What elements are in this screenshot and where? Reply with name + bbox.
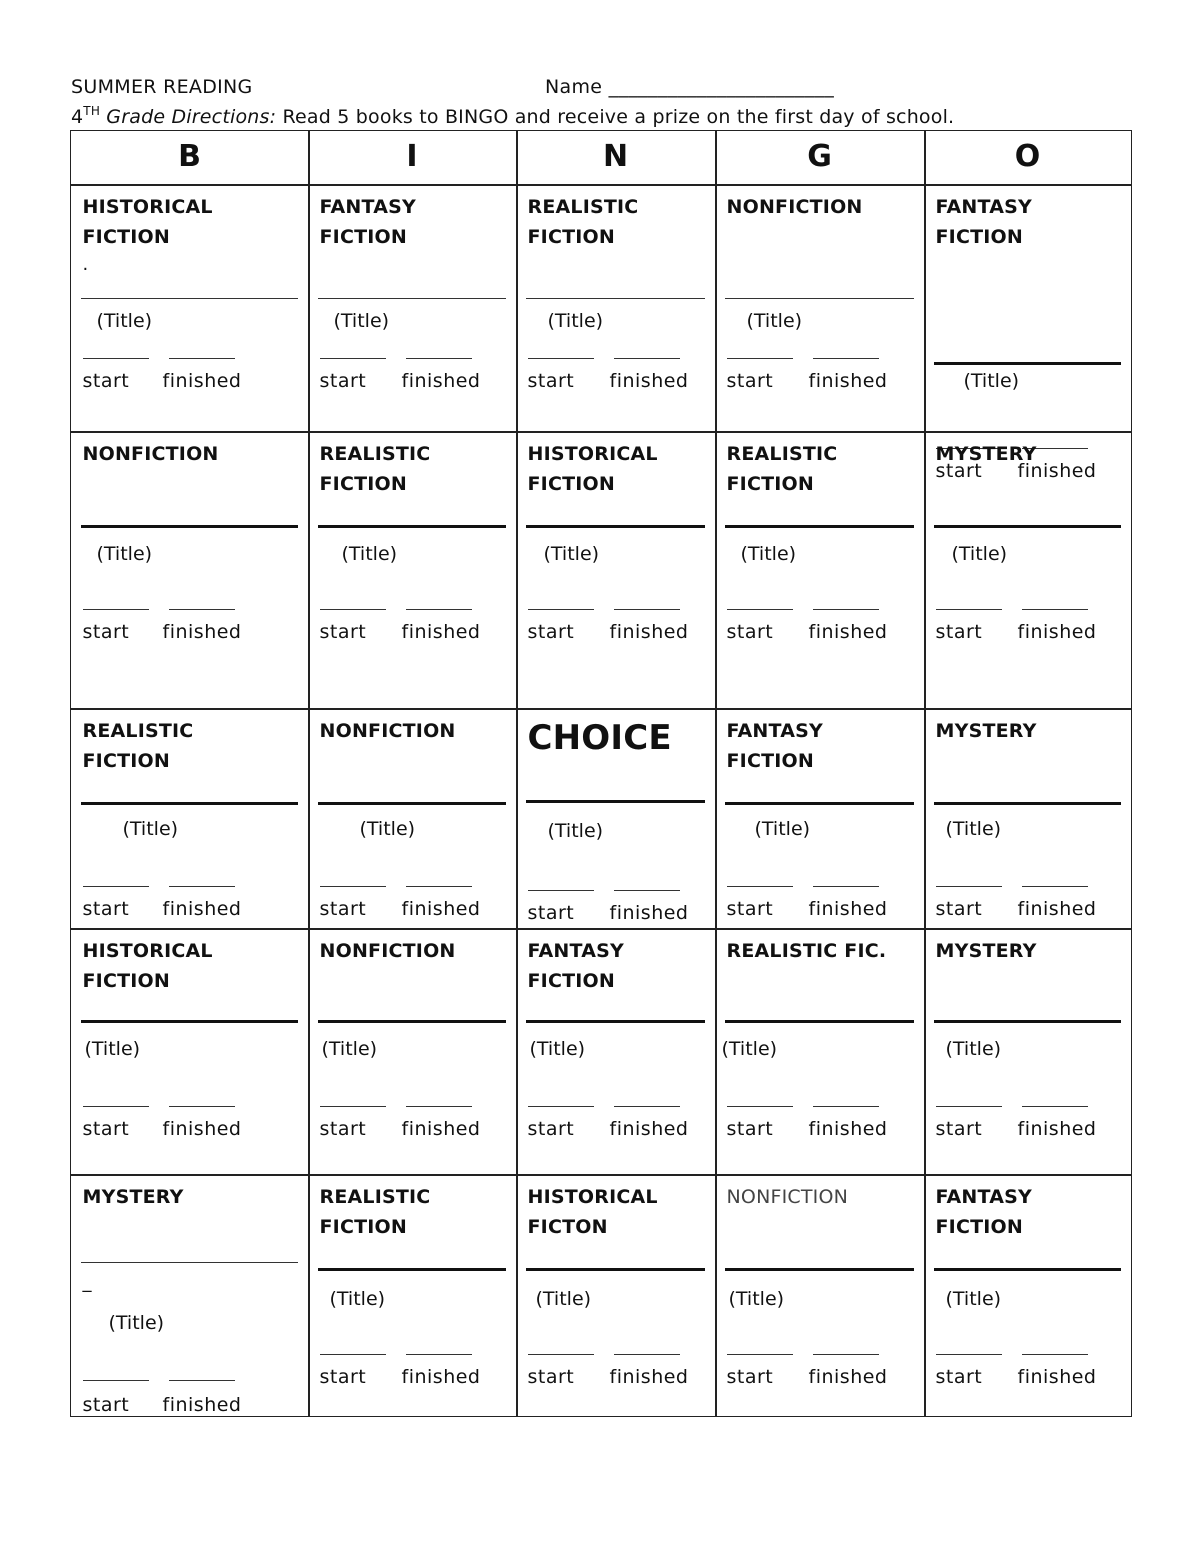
start-date-blank[interactable] bbox=[320, 886, 386, 887]
bingo-grid bbox=[70, 130, 1132, 1417]
genre-label: NONFICTION bbox=[726, 195, 863, 218]
title-blank-line[interactable] bbox=[318, 298, 507, 299]
finished-label: finished bbox=[162, 897, 242, 920]
finished-date-blank[interactable] bbox=[813, 358, 879, 359]
title-label: (Title) bbox=[951, 542, 1008, 565]
bingo-cell-b-2 bbox=[73, 433, 309, 709]
start-date-blank[interactable] bbox=[83, 1380, 149, 1381]
bingo-cell-g-2 bbox=[717, 433, 925, 709]
title-label: (Title) bbox=[96, 542, 153, 565]
genre-label: REALISTIC FICTION bbox=[527, 195, 639, 248]
finished-label: finished bbox=[401, 1117, 481, 1140]
title-label: (Title) bbox=[547, 819, 604, 842]
title-label: (Title) bbox=[122, 817, 179, 840]
finished-label: finished bbox=[1017, 459, 1097, 482]
start-label: start bbox=[82, 897, 130, 920]
title-label: (Title) bbox=[529, 1037, 586, 1060]
start-date-blank[interactable] bbox=[528, 358, 594, 359]
start-date-blank[interactable] bbox=[528, 890, 594, 891]
genre-label: FANTASY FICTION bbox=[726, 719, 823, 772]
genre-label: REALISTIC FICTION bbox=[319, 442, 431, 495]
bingo-cell-g-1 bbox=[717, 186, 925, 432]
genre-label: MYSTERY bbox=[935, 939, 1037, 962]
grade-suffix: TH bbox=[83, 104, 101, 118]
title-label: (Title) bbox=[359, 817, 416, 840]
start-date-blank[interactable] bbox=[936, 886, 1002, 887]
title-blank-line[interactable] bbox=[81, 802, 299, 805]
finished-label: finished bbox=[808, 1117, 888, 1140]
start-date-blank[interactable] bbox=[528, 609, 594, 610]
start-date-blank[interactable] bbox=[320, 1106, 386, 1107]
start-date-blank[interactable] bbox=[727, 1106, 793, 1107]
start-label: start bbox=[527, 1117, 575, 1140]
genre-label: FANTASY FICTION bbox=[935, 1185, 1032, 1238]
start-date-blank[interactable] bbox=[320, 1354, 386, 1355]
start-label: start bbox=[726, 1365, 774, 1388]
genre-label: FANTASY FICTION bbox=[935, 195, 1032, 248]
finished-date-blank[interactable] bbox=[169, 1106, 235, 1107]
bingo-cell-i-3 bbox=[310, 710, 517, 929]
title-label: (Title) bbox=[963, 369, 1020, 392]
title-label: (Title) bbox=[728, 1287, 785, 1310]
finished-label: finished bbox=[1017, 1365, 1097, 1388]
start-label: start bbox=[935, 897, 983, 920]
finished-date-blank[interactable] bbox=[169, 609, 235, 610]
title-blank-line[interactable] bbox=[526, 1268, 706, 1271]
start-date-blank[interactable] bbox=[83, 609, 149, 610]
start-label: start bbox=[82, 1117, 130, 1140]
directions-text: Read 5 books to BINGO and receive a prize on the first day of school. bbox=[276, 106, 955, 128]
bingo-cell-i-2 bbox=[310, 433, 517, 709]
start-label: start bbox=[82, 1393, 130, 1416]
genre-label: NONFICTION bbox=[319, 939, 456, 962]
finished-label: finished bbox=[609, 1365, 689, 1388]
column-letter-n: N bbox=[602, 139, 629, 174]
directions bbox=[71, 104, 954, 128]
start-label: start bbox=[935, 620, 983, 643]
title-blank-line[interactable] bbox=[318, 1020, 507, 1023]
finished-label: finished bbox=[1017, 620, 1097, 643]
start-date-blank[interactable] bbox=[727, 886, 793, 887]
start-label: start bbox=[319, 369, 367, 392]
title-blank-line[interactable] bbox=[81, 298, 299, 299]
start-date-blank[interactable] bbox=[727, 1354, 793, 1355]
stray-dash: _ bbox=[82, 1271, 92, 1293]
finished-date-blank[interactable] bbox=[169, 1380, 235, 1381]
finished-date-blank[interactable] bbox=[1022, 1354, 1088, 1355]
grade-number: 4 bbox=[71, 106, 84, 128]
bingo-cell-g-5 bbox=[717, 1176, 925, 1417]
start-label: start bbox=[527, 1365, 575, 1388]
finished-date-blank[interactable] bbox=[406, 1354, 472, 1355]
genre-label: NONFICTION bbox=[82, 442, 219, 465]
genre-label: FANTASY FICTION bbox=[319, 195, 416, 248]
finished-label: finished bbox=[401, 620, 481, 643]
finished-label: finished bbox=[1017, 897, 1097, 920]
title-blank-line[interactable] bbox=[725, 298, 915, 299]
title-blank-line[interactable] bbox=[526, 800, 706, 803]
start-date-blank[interactable] bbox=[528, 1354, 594, 1355]
bingo-cell-b-5 bbox=[73, 1176, 309, 1417]
title-label: (Title) bbox=[543, 542, 600, 565]
start-date-blank[interactable] bbox=[320, 358, 386, 359]
directions-label: Grade Directions: bbox=[100, 106, 277, 128]
finished-date-blank[interactable] bbox=[169, 358, 235, 359]
start-label: start bbox=[527, 901, 575, 924]
start-date-blank[interactable] bbox=[936, 1354, 1002, 1355]
bingo-cell-i-1 bbox=[310, 186, 517, 432]
title-blank-line[interactable] bbox=[526, 525, 706, 528]
title-label: (Title) bbox=[333, 309, 390, 332]
genre-label: MYSTERY bbox=[82, 1185, 184, 1208]
genre-label: NONFICTION bbox=[319, 719, 456, 742]
start-label: start bbox=[935, 1117, 983, 1140]
bingo-cell-n-2 bbox=[518, 433, 716, 709]
title-blank-line[interactable] bbox=[934, 802, 1122, 805]
start-label: start bbox=[935, 1365, 983, 1388]
summer-reading-title: SUMMER READING bbox=[71, 76, 253, 98]
finished-label: finished bbox=[808, 369, 888, 392]
finished-date-blank[interactable] bbox=[169, 886, 235, 887]
name-field-label: Name _______________________ bbox=[545, 76, 834, 98]
bingo-cell-n-1 bbox=[518, 186, 716, 432]
finished-label: finished bbox=[162, 369, 242, 392]
start-date-blank[interactable] bbox=[83, 358, 149, 359]
bingo-cell-i-4 bbox=[310, 930, 517, 1175]
genre-label: MYSTERY bbox=[935, 719, 1037, 742]
title-label: (Title) bbox=[945, 817, 1002, 840]
finished-date-blank[interactable] bbox=[1022, 1106, 1088, 1107]
column-letter-b: B bbox=[178, 139, 201, 174]
finished-date-blank[interactable] bbox=[813, 1106, 879, 1107]
title-label: (Title) bbox=[746, 309, 803, 332]
start-date-blank[interactable] bbox=[727, 609, 793, 610]
finished-date-blank[interactable] bbox=[406, 609, 472, 610]
start-date-blank[interactable] bbox=[528, 1106, 594, 1107]
finished-label: finished bbox=[162, 620, 242, 643]
genre-label: MYSTERY bbox=[935, 442, 1037, 465]
start-label: start bbox=[527, 369, 575, 392]
bingo-cell-b-1 bbox=[73, 186, 309, 432]
genre-label: HISTORICAL FICTION bbox=[82, 195, 213, 248]
finished-date-blank[interactable] bbox=[406, 358, 472, 359]
start-label: start bbox=[319, 1117, 367, 1140]
finished-date-blank[interactable] bbox=[614, 890, 680, 891]
finished-date-blank[interactable] bbox=[406, 1106, 472, 1107]
bingo-cell-n-4 bbox=[518, 930, 716, 1175]
bingo-cell-o-3 bbox=[926, 710, 1132, 929]
genre-label: REALISTIC FICTION bbox=[82, 719, 194, 772]
finished-label: finished bbox=[808, 1365, 888, 1388]
finished-date-blank[interactable] bbox=[614, 1354, 680, 1355]
title-label: (Title) bbox=[84, 1037, 141, 1060]
bingo-cell-o-4 bbox=[926, 930, 1132, 1175]
finished-label: finished bbox=[1017, 1117, 1097, 1140]
finished-date-blank[interactable] bbox=[813, 1354, 879, 1355]
bingo-cell-o-2 bbox=[926, 433, 1132, 709]
title-label: (Title) bbox=[721, 1037, 778, 1060]
title-label: (Title) bbox=[547, 309, 604, 332]
stray-dot: . bbox=[82, 253, 89, 275]
title-blank-line[interactable] bbox=[934, 1020, 1122, 1023]
start-date-blank[interactable] bbox=[936, 1106, 1002, 1107]
finished-label: finished bbox=[401, 897, 481, 920]
genre-label: REALISTIC FICTION bbox=[726, 442, 838, 495]
title-label: (Title) bbox=[754, 817, 811, 840]
title-label: (Title) bbox=[96, 309, 153, 332]
finished-date-blank[interactable] bbox=[406, 886, 472, 887]
title-blank-line[interactable] bbox=[725, 1268, 915, 1271]
title-label: (Title) bbox=[740, 542, 797, 565]
finished-date-blank[interactable] bbox=[813, 609, 879, 610]
finished-date-blank[interactable] bbox=[614, 1106, 680, 1107]
title-blank-line[interactable] bbox=[318, 1268, 507, 1271]
genre-label: CHOICE bbox=[527, 717, 672, 758]
finished-label: finished bbox=[609, 901, 689, 924]
finished-date-blank[interactable] bbox=[1022, 886, 1088, 887]
finished-date-blank[interactable] bbox=[813, 886, 879, 887]
column-letter-i: I bbox=[406, 139, 418, 174]
genre-label: NONFICTION bbox=[726, 1185, 849, 1208]
genre-label: REALISTIC FIC. bbox=[726, 939, 887, 962]
title-blank-line[interactable] bbox=[934, 362, 1122, 365]
bingo-cell-n-5 bbox=[518, 1176, 716, 1417]
bingo-cell-o-5 bbox=[926, 1176, 1132, 1417]
title-blank-line[interactable] bbox=[81, 1020, 299, 1023]
title-blank-line[interactable] bbox=[81, 525, 299, 528]
title-label: (Title) bbox=[945, 1037, 1002, 1060]
start-label: start bbox=[82, 369, 130, 392]
genre-label: REALISTIC FICTION bbox=[319, 1185, 431, 1238]
title-blank-line[interactable] bbox=[725, 525, 915, 528]
genre-label: HISTORICAL FICTON bbox=[527, 1185, 658, 1238]
start-label: start bbox=[726, 1117, 774, 1140]
title-blank-line[interactable] bbox=[725, 802, 915, 805]
start-label: start bbox=[319, 897, 367, 920]
start-date-blank[interactable] bbox=[320, 609, 386, 610]
title-blank-line[interactable] bbox=[934, 1268, 1122, 1271]
finished-date-blank[interactable] bbox=[614, 358, 680, 359]
genre-label: HISTORICAL FICTION bbox=[527, 442, 658, 495]
title-blank-line[interactable] bbox=[81, 1262, 299, 1263]
title-blank-line[interactable] bbox=[526, 298, 706, 299]
bingo-cell-b-4 bbox=[73, 930, 309, 1175]
start-label: start bbox=[935, 459, 983, 482]
start-date-blank[interactable] bbox=[936, 609, 1002, 610]
finished-label: finished bbox=[162, 1117, 242, 1140]
finished-label: finished bbox=[808, 897, 888, 920]
title-blank-line[interactable] bbox=[318, 802, 507, 805]
finished-date-blank[interactable] bbox=[614, 609, 680, 610]
start-date-blank[interactable] bbox=[83, 886, 149, 887]
title-label: (Title) bbox=[321, 1037, 378, 1060]
finished-label: finished bbox=[609, 369, 689, 392]
title-blank-line[interactable] bbox=[318, 525, 507, 528]
finished-label: finished bbox=[808, 620, 888, 643]
column-letter-g: G bbox=[807, 139, 832, 174]
finished-label: finished bbox=[609, 1117, 689, 1140]
finished-label: finished bbox=[401, 369, 481, 392]
finished-date-blank[interactable] bbox=[1022, 609, 1088, 610]
start-label: start bbox=[319, 620, 367, 643]
start-label: start bbox=[726, 897, 774, 920]
finished-label: finished bbox=[162, 1393, 242, 1416]
bingo-cell-g-4 bbox=[717, 930, 925, 1175]
title-label: (Title) bbox=[329, 1287, 386, 1310]
start-label: start bbox=[82, 620, 130, 643]
finished-label: finished bbox=[401, 1365, 481, 1388]
title-blank-line[interactable] bbox=[526, 1020, 706, 1023]
column-letter-o: O bbox=[1014, 139, 1041, 174]
start-label: start bbox=[726, 620, 774, 643]
title-label: (Title) bbox=[535, 1287, 592, 1310]
start-label: start bbox=[319, 1365, 367, 1388]
start-date-blank[interactable] bbox=[727, 358, 793, 359]
finished-label: finished bbox=[609, 620, 689, 643]
bingo-cell-i-5 bbox=[310, 1176, 517, 1417]
bingo-cell-b-3 bbox=[73, 710, 309, 929]
genre-label: FANTASY FICTION bbox=[527, 939, 624, 992]
title-blank-line[interactable] bbox=[725, 1020, 915, 1023]
bingo-cell-n-3 bbox=[518, 710, 716, 929]
start-date-blank[interactable] bbox=[83, 1106, 149, 1107]
title-blank-line[interactable] bbox=[934, 525, 1122, 528]
header-top bbox=[71, 76, 1131, 100]
bingo-cell-g-3 bbox=[717, 710, 925, 929]
title-label: (Title) bbox=[108, 1311, 165, 1334]
start-label: start bbox=[527, 620, 575, 643]
start-label: start bbox=[726, 369, 774, 392]
genre-label: HISTORICAL FICTION bbox=[82, 939, 213, 992]
title-label: (Title) bbox=[341, 542, 398, 565]
title-label: (Title) bbox=[945, 1287, 1002, 1310]
